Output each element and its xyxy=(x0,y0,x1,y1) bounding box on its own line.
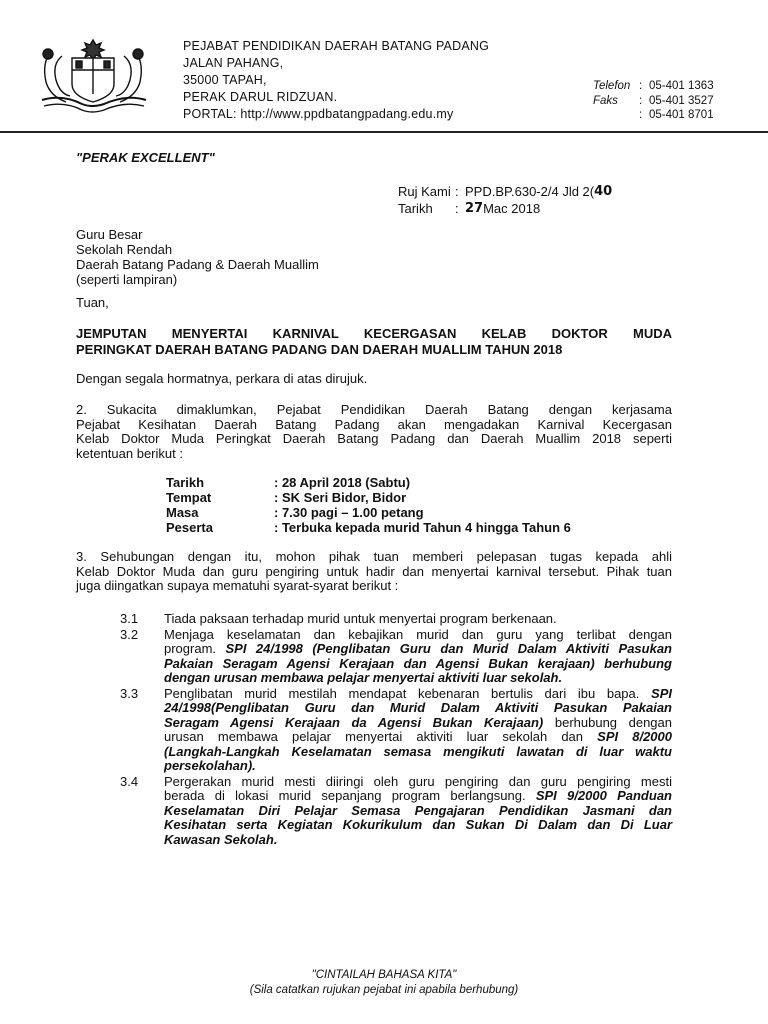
address-line: JALAN PAHANG, xyxy=(183,56,284,70)
header-divider xyxy=(0,131,768,133)
contact-info: Telefon : 05-401 1363 Faks : 05-401 3527 : 05-401 8701 xyxy=(593,80,714,121)
item-line: Tiada paksaan terhadap murid untuk menyertai program berkenaan. xyxy=(164,611,557,626)
paragraph-line: juga diingatkan supaya mematuhi syarat-syarat berikut : xyxy=(76,578,399,593)
telefon-number: 05-401 1363 xyxy=(649,80,714,92)
condition-item xyxy=(120,612,672,627)
item-line: Kawasan Sekolah. xyxy=(164,831,278,847)
title-line: PERINGKAT DAERAH BATANG PADANG DAN DAERAH MUALLIM TAHUN 2018 xyxy=(76,342,563,357)
ruj-value: PPD.BP.630-2/4 Jld 2( xyxy=(465,184,595,199)
item-line: Seragam Agensi Kerajaan da Agensi Bukan Kerajaan) berhubung dengan xyxy=(164,714,672,730)
recipient-line: Sekolah Rendah xyxy=(76,242,173,257)
detail-label: Tarikh xyxy=(166,475,205,490)
detail-value: : 28 April 2018 (Sabtu) xyxy=(274,475,411,490)
item-line: program. SPI 24/1998 (Penglibatan Guru dan Murid Dalam Aktiviti Pasukan xyxy=(164,641,672,656)
item-line: 24/1998(Penglibatan Guru dan Murid Dalam Aktiviti Pasukan Pakaian xyxy=(164,700,672,715)
faks-number-2: 05-401 8701 xyxy=(649,109,714,121)
faks-label: Faks xyxy=(593,94,618,107)
tarikh-handwritten-day: 27 xyxy=(465,200,484,216)
paragraph-line: ketentuan berikut : xyxy=(76,445,183,461)
condition-item xyxy=(120,628,672,686)
footer-slogan: "CINTAILAH BAHASA KITA" xyxy=(311,969,457,981)
item-line: dengan urusan membawa pelajar menyertai aktiviti luar sekolah. xyxy=(164,670,563,685)
item-line: (Langkah-Langkah Keselamatan semasa mengikuti lawatan di luar waktu xyxy=(164,743,672,759)
opening-paragraph: Dengan segala hormatnya, perkara di atas dirujuk. xyxy=(76,371,368,386)
item-line: Kesihatan serta Kegiatan Kokurikulum dan Sukan Di Dalam dan Di Luar xyxy=(164,817,672,832)
address-line: 35000 TAPAH, xyxy=(183,73,267,87)
portal-link[interactable]: PORTAL: http://www.ppdbatangpadang.edu.my xyxy=(183,107,454,121)
detail-label: Peserta xyxy=(166,520,213,535)
telefon-label: Telefon xyxy=(593,80,631,92)
recipient-line: Daerah Batang Padang & Daerah Muallim xyxy=(76,257,319,272)
footer-note: (Sila catatkan rujukan pejabat ini apabila berhubung) xyxy=(249,984,519,996)
item-line: Pakaian Seragam Agensi Kerajaan dan Agensi Bukan kerajaan) berhubung xyxy=(164,655,672,671)
footer xyxy=(0,968,768,998)
tarikh-label: Tarikh xyxy=(398,200,433,216)
item-line: Pergerakan murid mesti diiringi oleh guru pengiring dan guru pengiring mesti xyxy=(164,773,672,789)
paragraph-line: Kelab Doktor Muda dan guru pengiring untuk hadir dan menyertai karnival tersebut. Pihak tuan xyxy=(76,563,672,579)
item-number: 3.4 xyxy=(120,773,139,789)
paragraph-line: 3. Sehubungan dengan itu, mohon pihak tuan memberi pelepasan tugas kepada ahli xyxy=(76,549,672,564)
condition-item xyxy=(120,775,672,848)
salutation: Tuan, xyxy=(76,295,109,310)
letter-title xyxy=(76,326,672,358)
detail-value: : SK Seri Bidor, Bidor xyxy=(274,490,407,505)
condition-item xyxy=(120,687,672,774)
paragraph-3 xyxy=(76,550,672,594)
item-number: 3.2 xyxy=(120,626,139,642)
item-number: 3.3 xyxy=(120,685,139,701)
detail-value: : Terbuka kepada murid Tahun 4 hingga Tahun 6 xyxy=(274,520,571,535)
address-line: PERAK DARUL RIDZUAN. xyxy=(183,90,338,104)
office-address xyxy=(183,38,489,123)
item-line: urusan membawa pelajar menyertai aktiviti luar sekolah dan SPI 8/2000 xyxy=(164,729,673,744)
conditions-list xyxy=(120,612,672,848)
item-line: persekolahan). xyxy=(164,758,256,773)
reference-block: Ruj Kami : PPD.BP.630-2/4 Jld 2( 40 Tarikh : 27 Mac 2018 xyxy=(398,184,613,216)
item-line: Penglibatan murid mestilah mendapat kebenaran bertulis dari ibu bapa. SPI xyxy=(164,685,672,701)
detail-label: Tempat xyxy=(166,490,212,505)
paragraph-line: Pejabat Kesihatan Daerah Batang Padang akan mengadakan Karnival Kecergasan xyxy=(76,416,672,432)
ruj-label: Ruj Kami xyxy=(398,184,451,199)
item-line: Menjaga keselamatan dan kebajikan murid dan guru yang terlibat dengan xyxy=(164,626,672,642)
paragraph-2 xyxy=(76,403,672,461)
motto: "PERAK EXCELLENT" xyxy=(76,150,215,165)
recipient-block xyxy=(76,227,319,287)
faks-number-1: 05-401 3527 xyxy=(649,94,714,107)
ruj-handwritten-number: 40 xyxy=(594,184,613,199)
tarikh-value: Mac 2018 xyxy=(483,200,541,216)
coat-of-arms-logo xyxy=(32,36,154,116)
recipient-line: (seperti lampiran) xyxy=(76,272,178,287)
paragraph-line: Kelab Doktor Muda Peringkat Daerah Batang Padang dan Daerah Muallim 2018 seperti xyxy=(76,431,672,446)
detail-label: Masa xyxy=(166,505,199,520)
detail-value: : 7.30 pagi – 1.00 petang xyxy=(274,505,424,520)
event-details xyxy=(166,475,571,535)
address-line: PEJABAT PENDIDIKAN DAERAH BATANG PADANG xyxy=(183,39,490,53)
paragraph-line: 2. Sukacita dimaklumkan, Pejabat Pendidikan Daerah Batang dengan kerjasama xyxy=(76,402,672,417)
item-line: Keselamatan Diri Pelajar Semasa Pengajaran Pendidikan Jasmani dan xyxy=(164,802,672,818)
item-line: berada di lokasi murid sepanjang program berlangsung. SPI 9/2000 Panduan xyxy=(164,788,672,803)
title-line: JEMPUTAN MENYERTAI KARNIVAL KECERGASAN KELAB DOKTOR MUDA xyxy=(76,326,672,341)
item-number: 3.1 xyxy=(120,611,139,626)
recipient-line: Guru Besar xyxy=(76,227,143,242)
